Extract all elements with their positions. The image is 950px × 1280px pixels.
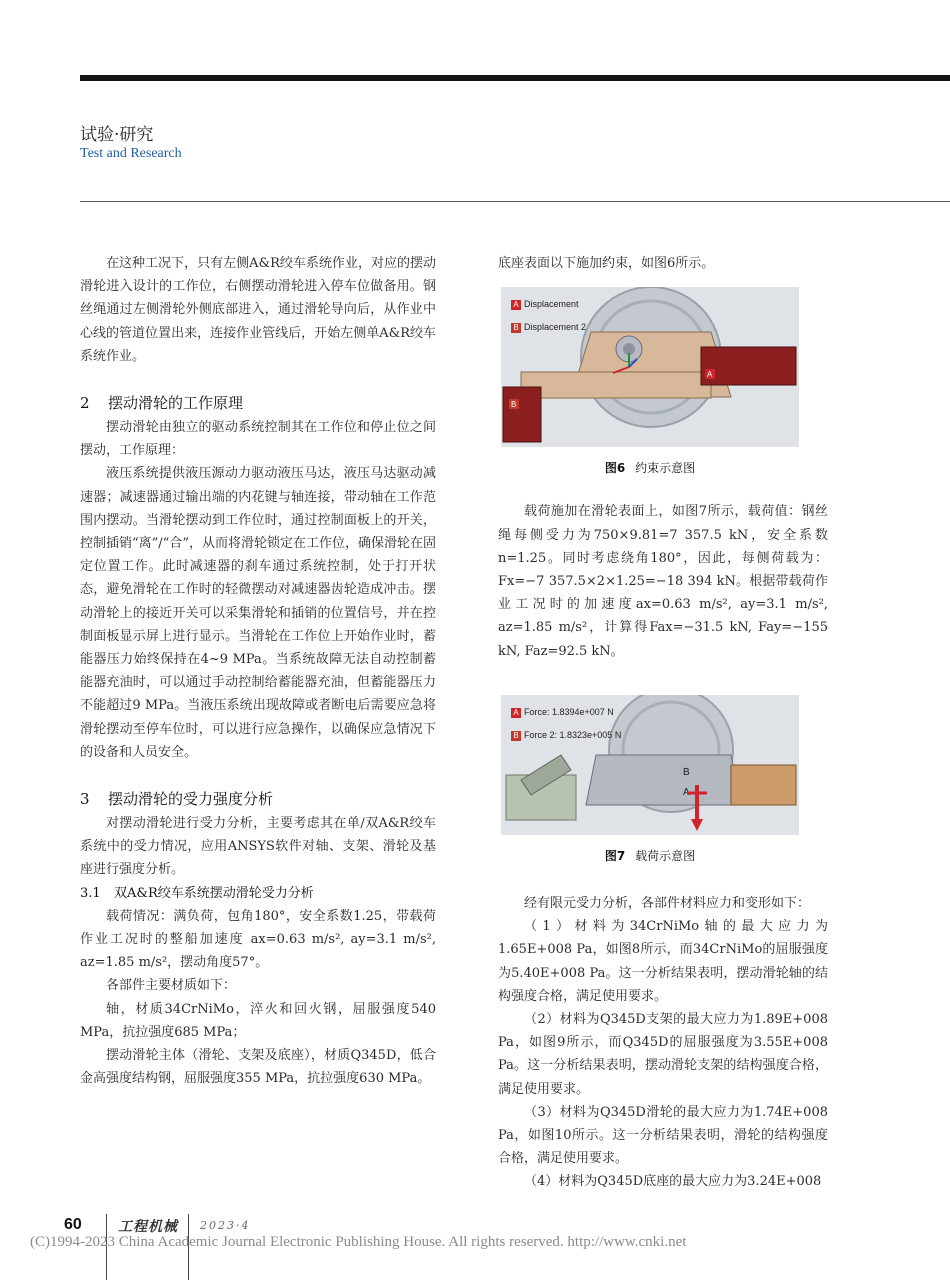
section-title: 摆动滑轮的工作原理 [108, 394, 244, 413]
paragraph: 在这种工况下，只有左侧A&R绞车系统作业，对应的摆动滑轮进入设计的工作位，右侧摆动滑轮进入停车位做备用。钢丝绳通过左侧滑轮外侧底部进入，通过滑轮导向后，从作业中心线的管道位置出来，连接作业管线后，开始左侧单A&R绞车系统作业。 [80, 256, 436, 364]
paragraph: （1）材料为34CrNiMo轴的最大应力为1.65E+008 Pa，如图8所示，而34CrNiMo的屈服强度为5.40E+008 Pa。这一分析结果表明，摆动滑轮轴的结构强度合格，满足使用要求。 [498, 919, 828, 1004]
section-heading-3 [80, 786, 436, 812]
paragraph: 底座表面以下施加约束，如图6所示。 [498, 256, 715, 271]
paragraph: （2）材料为Q345D支架的最大应力为1.89E+008 Pa，如图9所示，而Q345D的屈服强度为3.55E+008 Pa。这一分析结果表明，摆动滑轮支架的结构强度合格，满足使用要求。 [498, 1012, 828, 1097]
section-number: 2 [80, 394, 90, 413]
legend-label: Displacement [524, 299, 579, 310]
figure-number: 图6 [604, 461, 626, 476]
paragraph: 经有限元受力分析，各部件材料应力和变形如下： [524, 896, 811, 912]
paragraph: 载荷施加在滑轮表面上，如图7所示，载荷值：钢丝绳每侧受力为750×9.81=7 357.5 kN，安全系数n=1.25。同时考虑绕角180°，因此，每侧荷载为：Fx=−7 357.5×2×1.25=−18 394 kN。根据带载荷作业工况时的加速度ax=0.63 m/s², ay=3.1 m/s², az=1.85 m/s²，计算得Fax=−31.5 kN, Fay=−155 kN, Faz=92.5 kN。 [498, 504, 828, 659]
copyright-notice: (C)1994-2023 China Academic Journal Electronic Publishing House. All rights reserved. http://www.cnki.net [30, 1234, 687, 1250]
section-label: 试验·研究 [80, 125, 154, 145]
svg-text:A: A [683, 786, 690, 798]
paragraph: 液压系统提供液压源动力驱动液压马达，液压马达驱动减速器；减速器通过输出端的内花键与轴连接，带动轴在工作范围内摆动。当滑轮摆动到工作位时，通过控制面板上的开关，控制插销“离”/“合”，从而将滑轮锁定在工作位，确保滑轮在固定位置工作。此时减速器的刹车通过系统控制，处于打开状态，避免滑轮在工作时的轻微摆动对减速器齿轮造成冲击。摆动滑轮上的接近开关可以采集滑轮和插销的位置信号，并在控制面板显示屏上进行显示。当滑轮在工作位上开始作业时，蓄能器压力始终保持在4~9 MPa。当系统故障无法自动控制蓄能器充油时，可以通过手动控制给蓄能器充油，但蓄能器压力不能超过9 MPa。当液压系统出现故障或者断电后需要应急将滑轮摆动至停车位时，可以进行应急操作，以确保应急情况下的设备和人员安全。 [80, 466, 436, 760]
section-title: 摆动滑轮的受力强度分析 [108, 790, 274, 809]
figure-7-legend: A Force: 1.8394e+007 N B Force 2: 1.8323e+005 N [511, 701, 621, 747]
figure-6-caption [501, 457, 799, 480]
issue-label: 2023·4 [200, 1219, 251, 1232]
paragraph: 各部件主要材质如下： [106, 978, 237, 994]
figure-7-caption [501, 845, 799, 868]
section-heading-2 [80, 390, 436, 416]
subsection-number: 3.1 [80, 885, 101, 901]
svg-text:B: B [683, 766, 690, 778]
legend-label: Displacement 2 [524, 322, 587, 333]
legend-label: Force: 1.8394e+007 N [524, 706, 614, 717]
section-number: 3 [80, 790, 90, 809]
left-column [80, 252, 436, 1091]
paragraph: （3）材料为Q345D滑轮的最大应力为1.74E+008 Pa，如图10所示。这一分析结果表明，滑轮的结构强度合格，满足使用要求。 [498, 1104, 828, 1167]
figure-7 [501, 695, 799, 868]
paragraph: 摆动滑轮由独立的驱动系统控制其在工作位和停止位之间摆动，工作原理： [80, 420, 436, 459]
paragraph: 载荷情况：满负荷，包角180°，安全系数1.25，带载荷作业工况时的整船加速度 ax=0.63 m/s², ay=3.1 m/s², az=1.85 m/s²，摆动角度57°。 [80, 908, 436, 971]
figure-6 [501, 287, 799, 480]
header-rule [80, 75, 950, 81]
page-number: 60 [64, 1216, 82, 1233]
figure-6-legend: A Displacement B Displacement 2 [511, 293, 586, 339]
subsection-heading-3-1 [80, 882, 436, 905]
legend-label: Force 2: 1.8323e+005 N [524, 730, 622, 741]
paragraph: 轴，材质34CrNiMo，淬火和回火钢，屈服强度540 MPa，抗拉强度685 MPa； [80, 1001, 436, 1040]
header-divider [80, 201, 950, 202]
svg-text:B: B [511, 400, 517, 410]
journal-name: 工程机械 [118, 1219, 178, 1235]
paragraph: 摆动滑轮主体（滑轮、支架及底座），材质Q345D，低合金高强度结构钢，屈服强度355 MPa，抗拉强度630 MPa。 [80, 1048, 436, 1087]
figure-title: 载荷示意图 [635, 848, 696, 863]
paragraph: （4）材料为Q345D底座的最大应力为3.24E+008 [524, 1174, 822, 1190]
right-column [498, 252, 828, 1194]
svg-text:A: A [707, 370, 713, 380]
page-footer [0, 1210, 950, 1280]
figure-title: 约束示意图 [635, 461, 696, 476]
paragraph: 对摆动滑轮进行受力分析，主要考虑其在单/双A&R绞车系统中的受力情况，应用ANSYS软件对轴、支架、滑轮及基座进行强度分析。 [80, 816, 436, 878]
figure-number: 图7 [604, 848, 626, 863]
section-label-english: Test and Research [80, 146, 182, 161]
subsection-title: 双A&R绞车系统摆动滑轮受力分析 [114, 885, 314, 901]
